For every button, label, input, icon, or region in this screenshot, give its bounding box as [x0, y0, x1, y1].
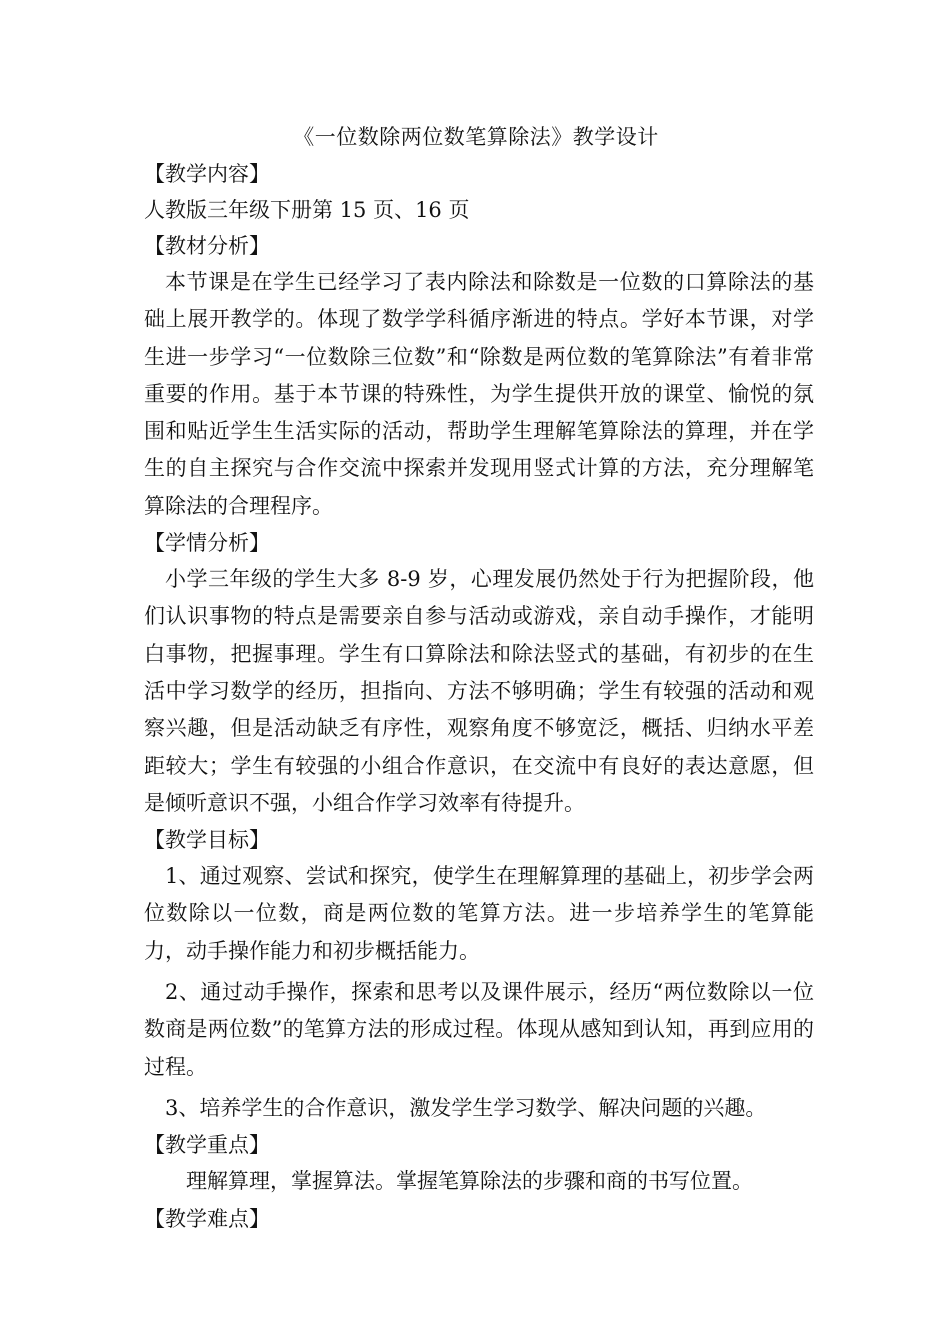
heading-student-analysis: 【学情分析】 — [144, 531, 270, 556]
document-title: 《一位数除两位数笔算除法》教学设计 — [293, 125, 659, 149]
heading-difficult-points: 【教学难点】 — [144, 1206, 270, 1231]
teaching-goal-item-1: 1、通过观察、尝试和探究，使学生在理解算理的基础上，初步学会两位数除以一位数，商是两位数的笔算方法。进一步培养学生的笔算能力，动手操作能力和初步概括能力。 — [144, 864, 814, 963]
student-analysis-text: 小学三年级的学生大多 8-9 岁，心理发展仍然处于行为把握阶段，他们认识事物的特点是需要亲自参与活动或游戏，亲自动手操作，才能明白事物，把握事理。学生有口算除法和除法竖式的基础，有初步的在生活中学习数学的经历，担指向、方法不够明确；学生有较强的活动和观察兴趣，但是活动缺乏有序性，观察角度不够宽泛，概括、归纳水平差距较大；学生有较强的小组合作意识，在交流中有良好的表达意愿，但是倾听意识不强，小组合作学习效率有待提升。 — [144, 567, 814, 815]
heading-material-analysis: 【教材分析】 — [144, 234, 270, 258]
material-analysis-text: 本节课是在学生已经学习了表内除法和除数是一位数的口算除法的基础上展开教学的。体现了数学学科循序渐进的特点。学好本节课，对学生进一步学习“一位数除三位数”和“除数是两位数的笔算除法”有着非常重要的作用。基于本节课的特殊性，为学生提供开放的课堂、愉悦的氛围和贴近学生生活实际的活动，帮助学生理解笔算除法的算理，并在学生的自主探究与合作交流中探索并发现用竖式计算的方法，充分理解笔算除法的合理程序。 — [144, 270, 814, 518]
teaching-goal-item-3: 3、培养学生的合作意识，激发学生学习数学、解决问题的兴趣。 — [165, 1095, 767, 1120]
heading-teaching-goals: 【教学目标】 — [144, 828, 270, 853]
teaching-goal-item-2: 2、通过动手操作，探索和思考以及课件展示，经历“两位数除以一位数商是两位数”的笔算方法的形成过程。体现从感知到认知，再到应用的过程。 — [144, 980, 814, 1079]
heading-key-points: 【教学重点】 — [144, 1133, 270, 1158]
document-page — [144, 118, 814, 1237]
heading-teaching-content: 【教学内容】 — [144, 162, 270, 186]
teaching-content-text: 人教版三年级下册第 15 页、16 页 — [144, 198, 470, 222]
key-points-text: 理解算理，掌握算法。掌握笔算除法的步骤和商的书写位置。 — [186, 1169, 753, 1194]
